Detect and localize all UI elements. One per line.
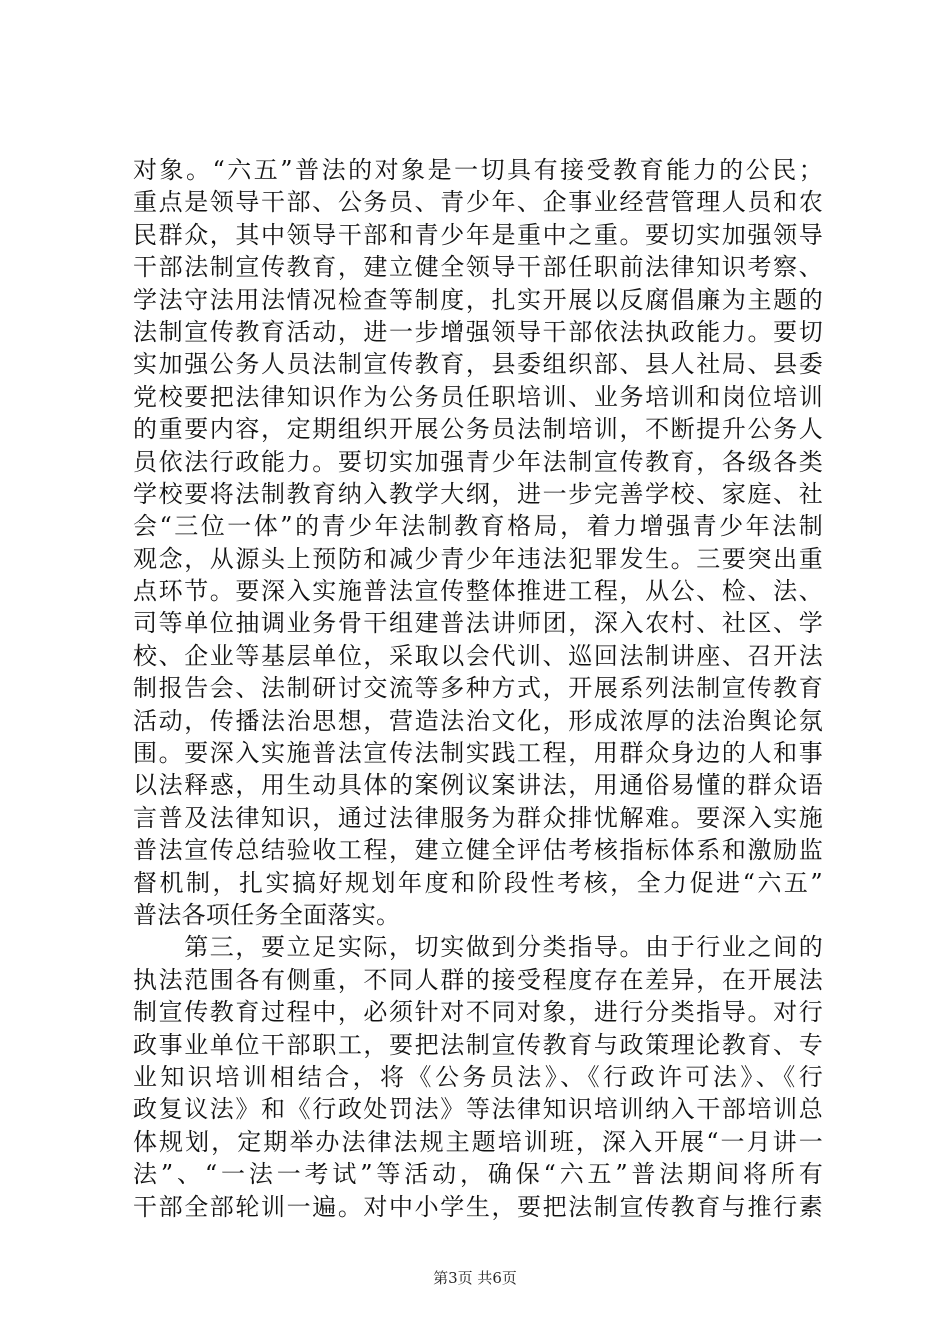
body-text [133,154,823,1223]
page-number-footer: 第3页 共6页 [433,1269,517,1287]
text-line: 校、企业等基层单位，采取以会代训、巡回法制讲座、召开法 [133,641,823,670]
text-line: 政复议法》和《行政处罚法》等法律知识培训纳入干部培训总 [133,1095,823,1124]
text-line: 会“三位一体”的青少年法制教育格局，着力增强青少年法制 [133,512,823,541]
text-line: 普法宣传总结验收工程，建立健全评估考核指标体系和激励监 [133,836,823,865]
text-line: 体规划，定期举办法律法规主题培训班，深入开展“一月讲一 [133,1127,823,1156]
text-line: 业知识培训相结合，将《公务员法》、《行政许可法》、《行 [133,1062,823,1091]
text-line: 党校要把法律知识作为公务员任职培训、业务培训和岗位培训 [133,382,823,411]
text-line: 学法守法用法情况检查等制度，扎实开展以反腐倡廉为主题的 [133,285,823,314]
text-line: 法制宣传教育活动，进一步增强领导干部依法执政能力。要切 [133,317,823,346]
paragraph-start-line: 第三，要立足实际，切实做到分类指导。由于行业之间的 [133,933,823,962]
text-line: 言普及法律知识，通过法律服务为群众排忧解难。要深入实施 [133,803,823,832]
text-line: 执法范围各有侧重，不同人群的接受程度存在差异，在开展法 [133,965,823,994]
text-line: 干部法制宣传教育，建立健全领导干部任职前法律知识考察、 [133,253,823,282]
text-line: 观念，从源头上预防和减少青少年违法犯罪发生。三要突出重 [133,544,823,573]
text-line: 对象。“六五”普法的对象是一切具有接受教育能力的公民； [133,156,823,184]
text-line: 的重要内容，定期组织开展公务员法制培训，不断提升公务人 [133,415,823,444]
text-line: 法”、“一法一考试”等活动，确保“六五”普法期间将所有 [133,1160,823,1189]
text-line: 干部全部轮训一遍。对中小学生，要把法制宣传教育与推行素 [133,1192,823,1221]
text-line: 制报告会、法制研讨交流等多种方式，开展系列法制宣传教育 [133,674,823,703]
text-line: 员依法行政能力。要切实加强青少年法制宣传教育，各级各类 [133,447,823,476]
text-line: 督机制，扎实搞好规划年度和阶段性考核，全力促进“六五” [133,868,823,897]
text-line: 点环节。要深入实施普法宣传整体推进工程，从公、检、法、 [133,577,823,606]
text-line: 司等单位抽调业务骨干组建普法讲师团，深入农村、社区、学 [133,609,823,638]
text-line: 政事业单位干部职工，要把法制宣传教育与政策理论教育、专 [133,1030,823,1059]
text-line: 学校要将法制教育纳入教学大纲，进一步完善学校、家庭、社 [133,479,823,508]
text-line: 以法释惑，用生动具体的案例议案讲法，用通俗易懂的群众语 [133,771,823,800]
text-line: 民群众，其中领导干部和青少年是重中之重。要切实加强领导 [133,220,823,249]
text-line: 重点是领导干部、公务员、青少年、企事业经营管理人员和农 [133,188,823,217]
text-line: 活动，传播法治思想，营造法治文化，形成浓厚的法治舆论氛 [133,706,823,735]
paragraph-end-line: 普法各项任务全面落实。 [133,900,401,929]
text-line: 制宣传教育过程中，必须针对不同对象，进行分类指导。对行 [133,998,823,1027]
text-line: 围。要深入实施普法宣传法制实践工程，用群众身边的人和事 [133,739,823,768]
text-line: 实加强公务人员法制宣传教育，县委组织部、县人社局、县委 [133,350,823,379]
